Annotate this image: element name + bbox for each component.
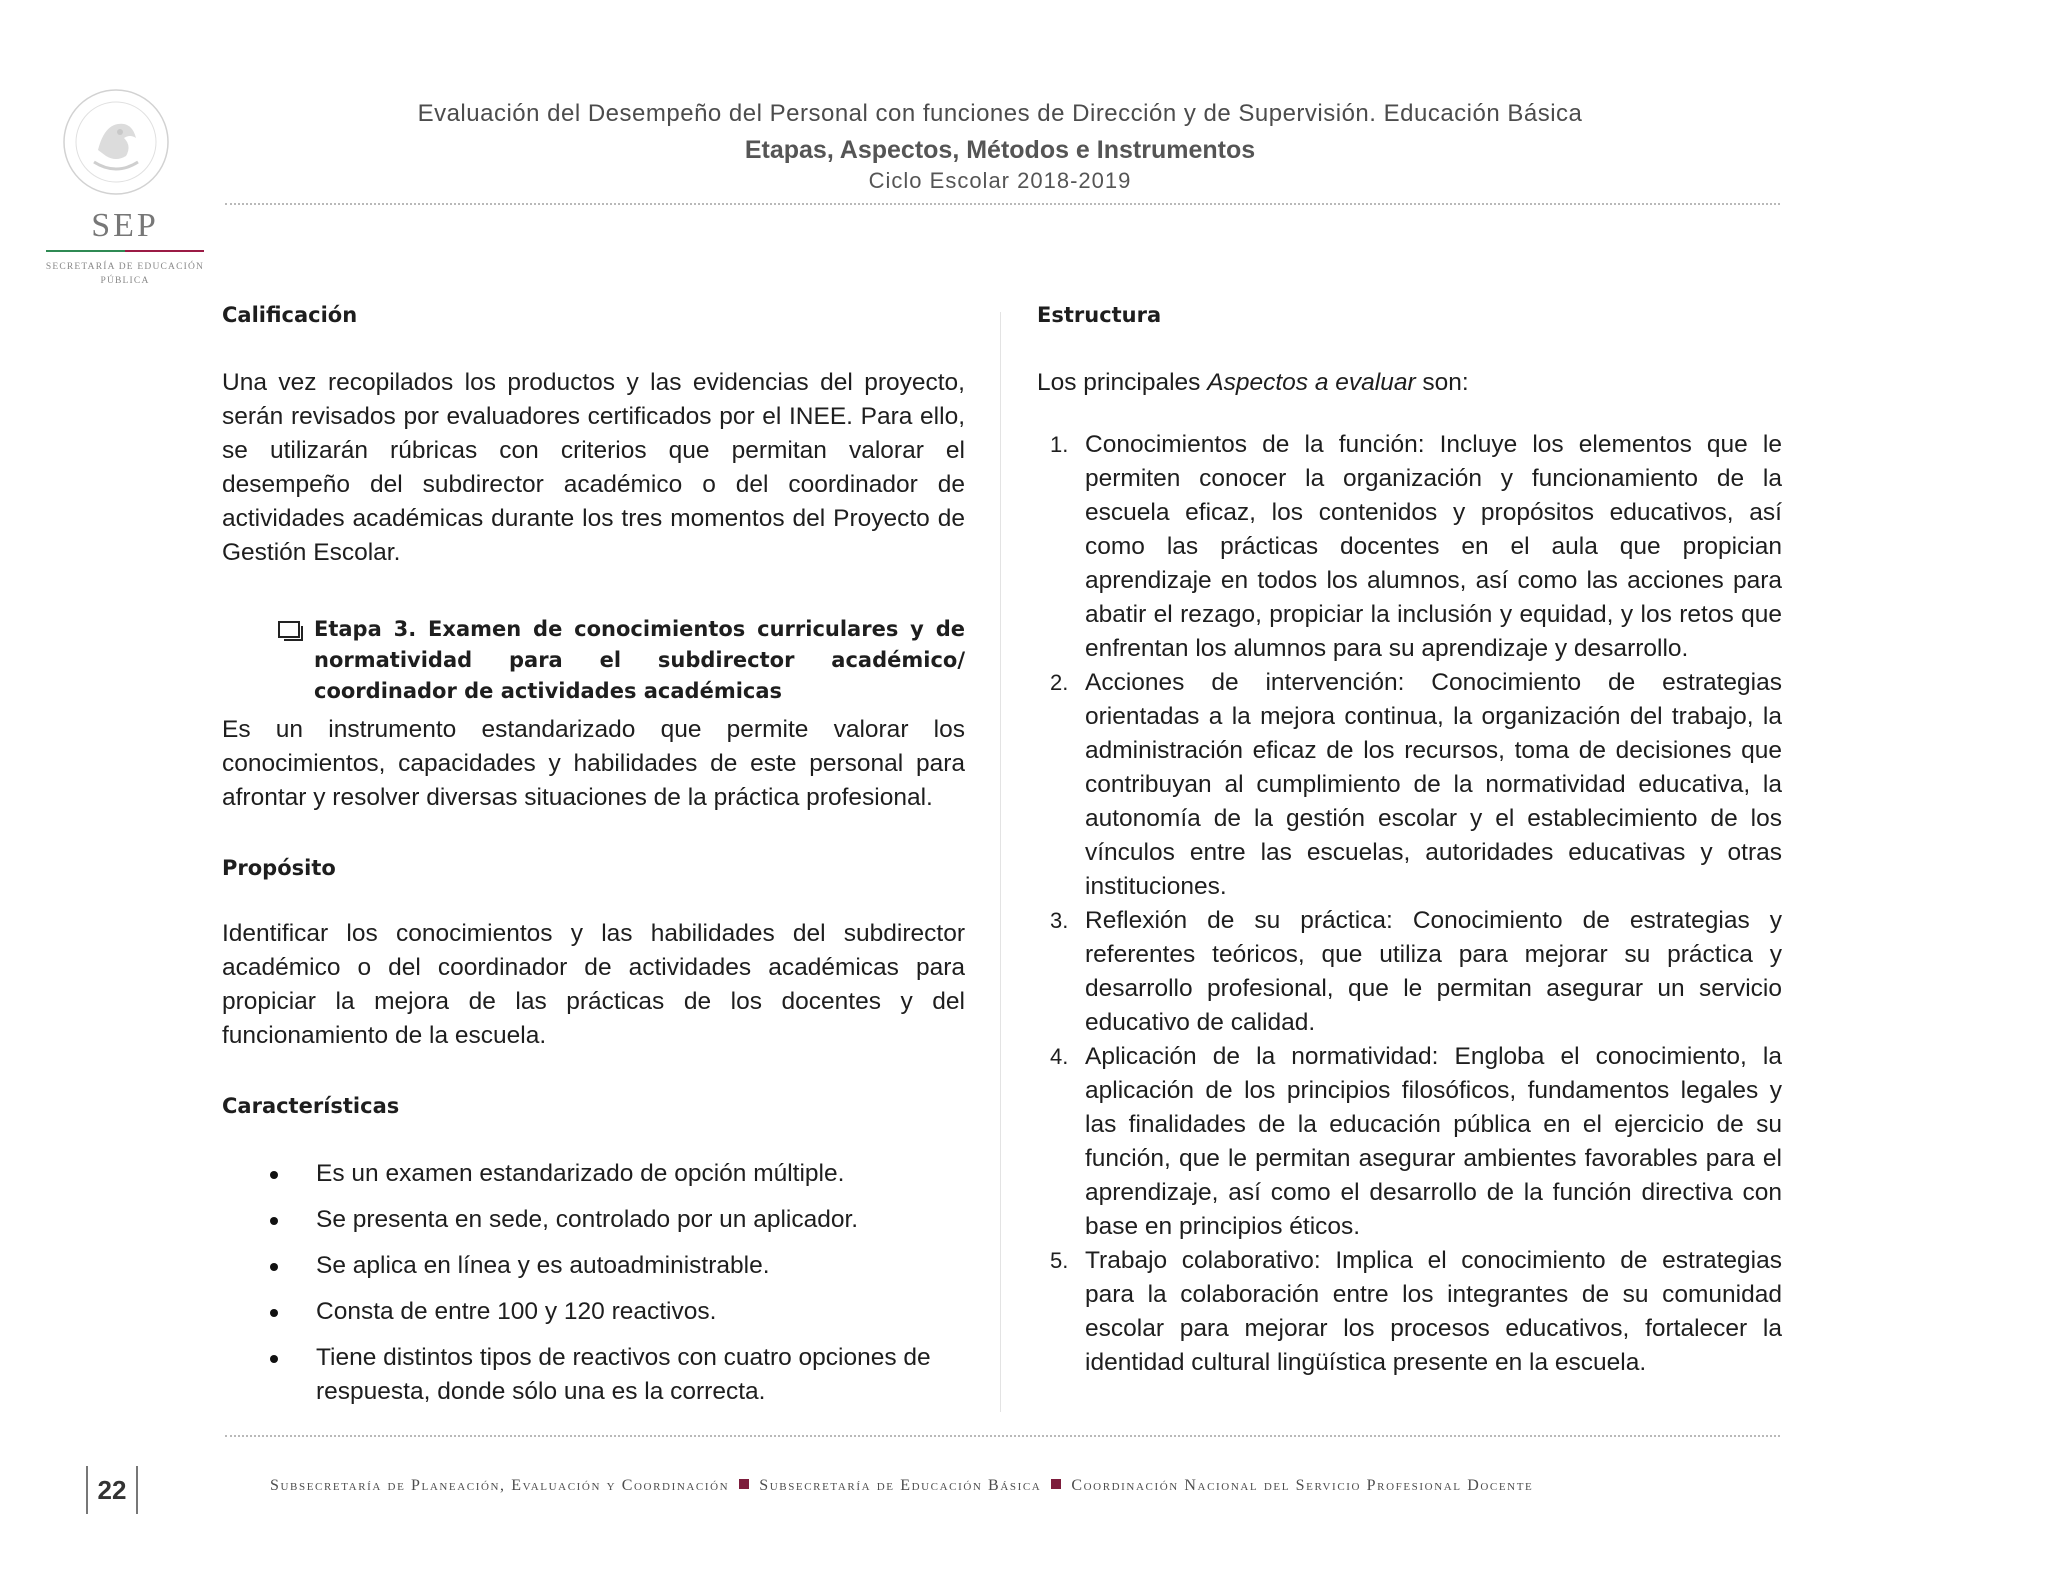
caracteristicas-list [222,1157,965,1409]
list-item: Se aplica en línea y es autoadministrable. [270,1249,965,1283]
column-divider [1000,312,1001,1412]
mexican-coat-of-arms-seal [60,86,172,198]
list-item: 2. Acciones de intervención: Conocimiento de estrategias orientadas a la mejora continua, la organización del trabajo, la administración eficaz de los recursos, toma de decisiones que contribuyan al cumplimiento de la normatividad educativa, la autonomía de la gestión escolar y el establecimiento de los vínculos entre las escuelas, autoridades educativas y otras instituciones. [1050,669,1782,900]
footer-org-2: Subsecretaría de Educación Básica [759,1477,1042,1494]
calificacion-paragraph: Una vez recopilados los productos y las evidencias del proyecto, serán revisados por evaluadores certificados por el INEE. Para ello, se utilizarán rúbricas con criterios que permitan valorar el desempeño del subdirector académico o del coordinador de actividades académicas durante los tres momentos del Proyecto de Gestión Escolar. [222,369,965,566]
proposito-heading: Propósito [222,856,336,880]
list-item: 5. Trabajo colaborativo: Implica el conocimiento de estrategias para la colaboración entre los integrantes de su comunidad escolar para mejorar los procesos educativos, fortalecer la identidad cultural lingüística presente en la escuela. [1050,1247,1782,1376]
etapa-3-heading [278,614,965,707]
school-cycle: Ciclo Escolar 2018-2019 [868,168,1132,193]
document-title: Evaluación del Desempeño del Personal con funciones de Dirección y de Supervisión. Educación Básica [417,100,1583,127]
bullet-icon [270,1217,278,1225]
etapa-3-description: Es un instrumento estandarizado que permite valorar los conocimientos, capacidades y habilidades de este personal para afrontar y resolver diversas situaciones de la práctica profesional. [222,716,965,811]
sep-logo-word: SEP [91,207,159,244]
list-item: Se presenta en sede, controlado por un aplicador. [270,1203,965,1237]
list-item: 1. Conocimientos de la función: Incluye los elementos que le permiten conocer la organización y funcionamiento de la escuela eficaz, los contenidos y propósitos educativos, así como las prácticas docentes en el aula que propician aprendizaje en todos los alumnos, así como las acciones para abatir el rezago, propiciar la inclusión y equidad, y los retos que enfrentan los alumnos para su aprendizaje y desarrollo. [1050,431,1782,662]
estructura-intro: Los principales Aspectos a evaluar son: [1037,369,1469,396]
list-item: Consta de entre 100 y 120 reactivos. [270,1295,965,1329]
page-number: 22 [97,1475,127,1505]
left-column [222,300,965,1421]
estructura-heading: Estructura [1037,303,1162,327]
footer-org-3: Coordinación Nacional del Servicio Profesional Docente [1071,1477,1534,1494]
bullet-icon [270,1171,278,1179]
list-item: Es un examen estandarizado de opción múltiple. [270,1157,965,1191]
aspectos-list [1037,428,1782,1380]
footer-divider [225,1435,1780,1437]
page-number-box [86,1466,138,1514]
proposito-paragraph: Identificar los conocimientos y las habilidades del subdirector académico o del coordinador de actividades académicas para propiciar la mejora de las prácticas de los docentes y del funcionamiento de la escuela. [222,920,965,1049]
caracteristicas-heading: Características [222,1094,400,1118]
list-item: 3. Reflexión de su práctica: Conocimiento de estrategias y referentes teóricos, que utiliza para mejorar su práctica y desarrollo profesional, que le permitan asegurar un servicio educativo de calidad. [1050,907,1782,1036]
list-item: 4. Aplicación de la normatividad: Engloba el conocimiento, la aplicación de los principios filosóficos, fundamentos legales y las finalidades de la educación pública en el ejercicio de su función, que le permitan asegurar ambientes favorables para el aprendizaje, así como el desarrollo de la función directiva con base en principios éticos. [1050,1043,1782,1240]
footer-organizations [270,1477,1533,1495]
header-divider [225,203,1780,205]
sep-logo-lines [46,250,204,254]
calificacion-heading: Calificación [222,303,358,327]
list-item: Tiene distintos tipos de reactivos con cuatro opciones de respuesta, donde sólo una es la correcta. [270,1341,965,1409]
aspectos-emphasis: Aspectos a evaluar [1207,369,1416,396]
checkbox-bullet-icon [278,621,300,638]
sep-logo [40,208,210,288]
sep-logo-subtitle: SECRETARÍA DE EDUCACIÓN PÚBLICA [45,262,205,286]
etapa-3-text: Etapa 3. Examen de conocimientos curriculares y de normatividad para el subdirector académico/ coordinador de actividades académicas [314,617,965,703]
bullet-icon [270,1309,278,1317]
footer-org-1: Subsecretaría de Planeación, Evaluación y Coordinación [270,1477,730,1494]
bullet-icon [270,1355,278,1363]
separator-square-icon [1051,1479,1061,1489]
bullet-icon [270,1263,278,1271]
separator-square-icon [739,1479,749,1489]
right-column [1037,300,1782,1380]
document-subtitle: Etapas, Aspectos, Métodos e Instrumentos [744,136,1256,164]
